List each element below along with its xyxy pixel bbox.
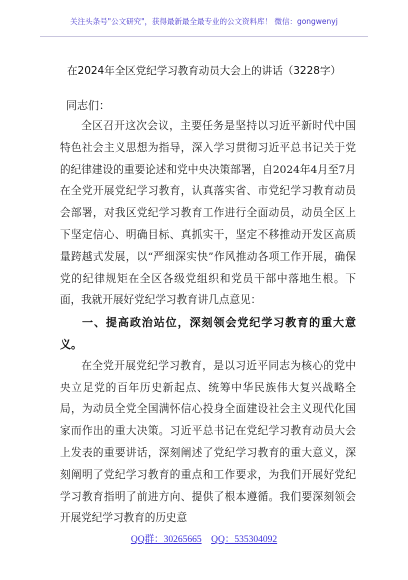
footer-qq-group: QQ群：30265665 xyxy=(130,535,202,545)
footer-contact xyxy=(0,531,408,545)
header-promo-text: 关注头条号"公文研究"，获得最新最全最专业的公文资料库！ 微信：gongwenyj xyxy=(70,17,338,26)
document-body xyxy=(60,116,356,530)
document-title: 在2024年全区党纪学习教育动员大会上的讲话（3228字） xyxy=(67,65,341,77)
body-paragraph-1: 全区召开这次会议，主要任务是坚持以习近平新时代中国特色社会主义思想为指导，深入学习贯彻习近平总书记关于党的纪律建设的重要论述和党中央决策部署，自2024年4月至7月在全党开展党纪学习教育，认真落实省、市党纪学习教育动员会部署，对我区党纪学习教育工作进行全面动员，动员全区上下坚定信心、明确目标、真抓实干，坚定不移推动开发区高质量跨越式发展，以“严细深实快”作风推动各项工作开展，确保党的纪律规矩在全区各级党组织和党员干部中落地生根。下面，我就开展好党纪学习教育讲几点意见： xyxy=(60,120,356,307)
header-divider xyxy=(40,36,368,37)
section-heading-1: 一、提高政治站位，深刻领会党纪学习教育的重大意义。 xyxy=(60,316,356,351)
salutation: 同志们： xyxy=(66,99,110,112)
footer-qq-number: QQ：535304092 xyxy=(211,535,278,545)
body-paragraph-2: 在全党开展党纪学习教育，是以习近平同志为核心的党中央立足党的百年历史新起点、统筹中华民族伟大复兴战略全局，为动员全党全国满怀信心投身全面建设社会主义现代化国家而作出的重大决策。习近平总书记在党纪学习教育动员大会上发表的重要讲话，深刻阐述了党纪学习教育的重大意义，深刻阐明了党纪学习教育的重点和工作要求，为我们开展好党纪学习教育指明了前进方向、提供了根本遵循。我们要深刻领会开展党纪学习教育的历史意 xyxy=(60,359,356,525)
